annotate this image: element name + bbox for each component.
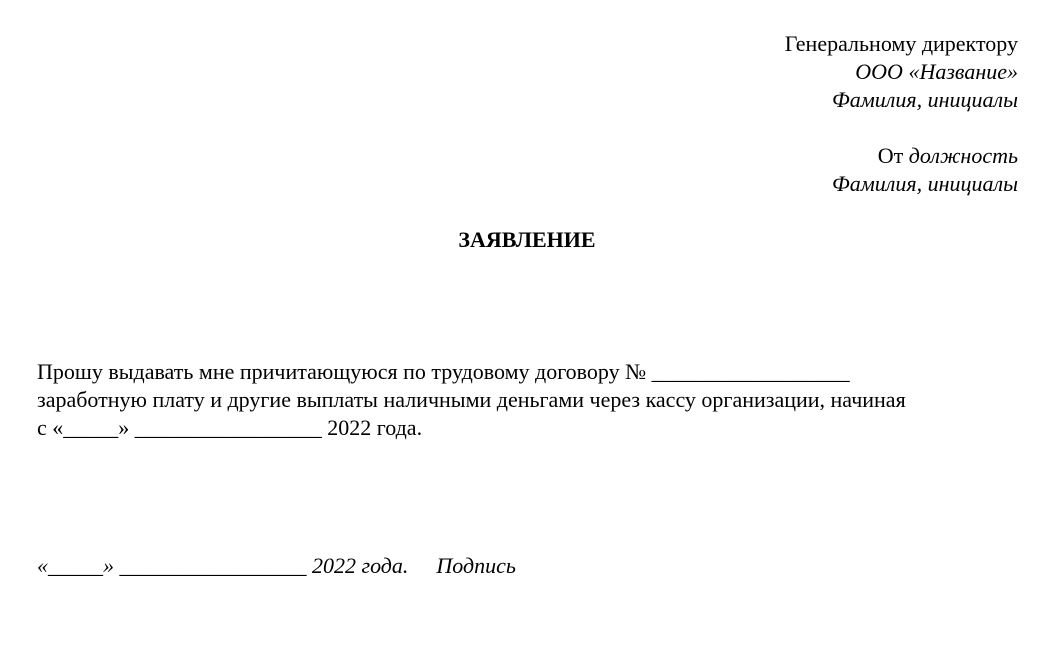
signature-line: [37, 552, 516, 580]
addressee-block: [785, 30, 1018, 198]
body-line-1: Прошу выдавать мне причитающуюся по трудовому договору № __________________: [37, 359, 850, 384]
body-line-2: заработную плату и другие выплаты наличными деньгами через кассу организации, начиная: [37, 387, 906, 412]
signature-label: Подпись: [436, 553, 516, 578]
sender-position-line: [785, 142, 1018, 170]
sender-position: должность: [908, 143, 1018, 168]
document-title: ЗАЯВЛЕНИЕ: [458, 227, 596, 252]
sender-name: Фамилия, инициалы: [832, 171, 1018, 196]
header-gap: [785, 114, 1018, 142]
body-line-3: с «_____» _________________ 2022 года.: [37, 415, 423, 440]
recipient-position: Генеральному директору: [784, 31, 1018, 56]
from-prefix: От: [877, 143, 909, 168]
company-name: ООО «Название»: [855, 59, 1018, 84]
recipient-name: Фамилия, инициалы: [832, 87, 1018, 112]
application-body: [37, 358, 906, 442]
footer-date: «_____» _________________ 2022 года.: [37, 553, 409, 578]
